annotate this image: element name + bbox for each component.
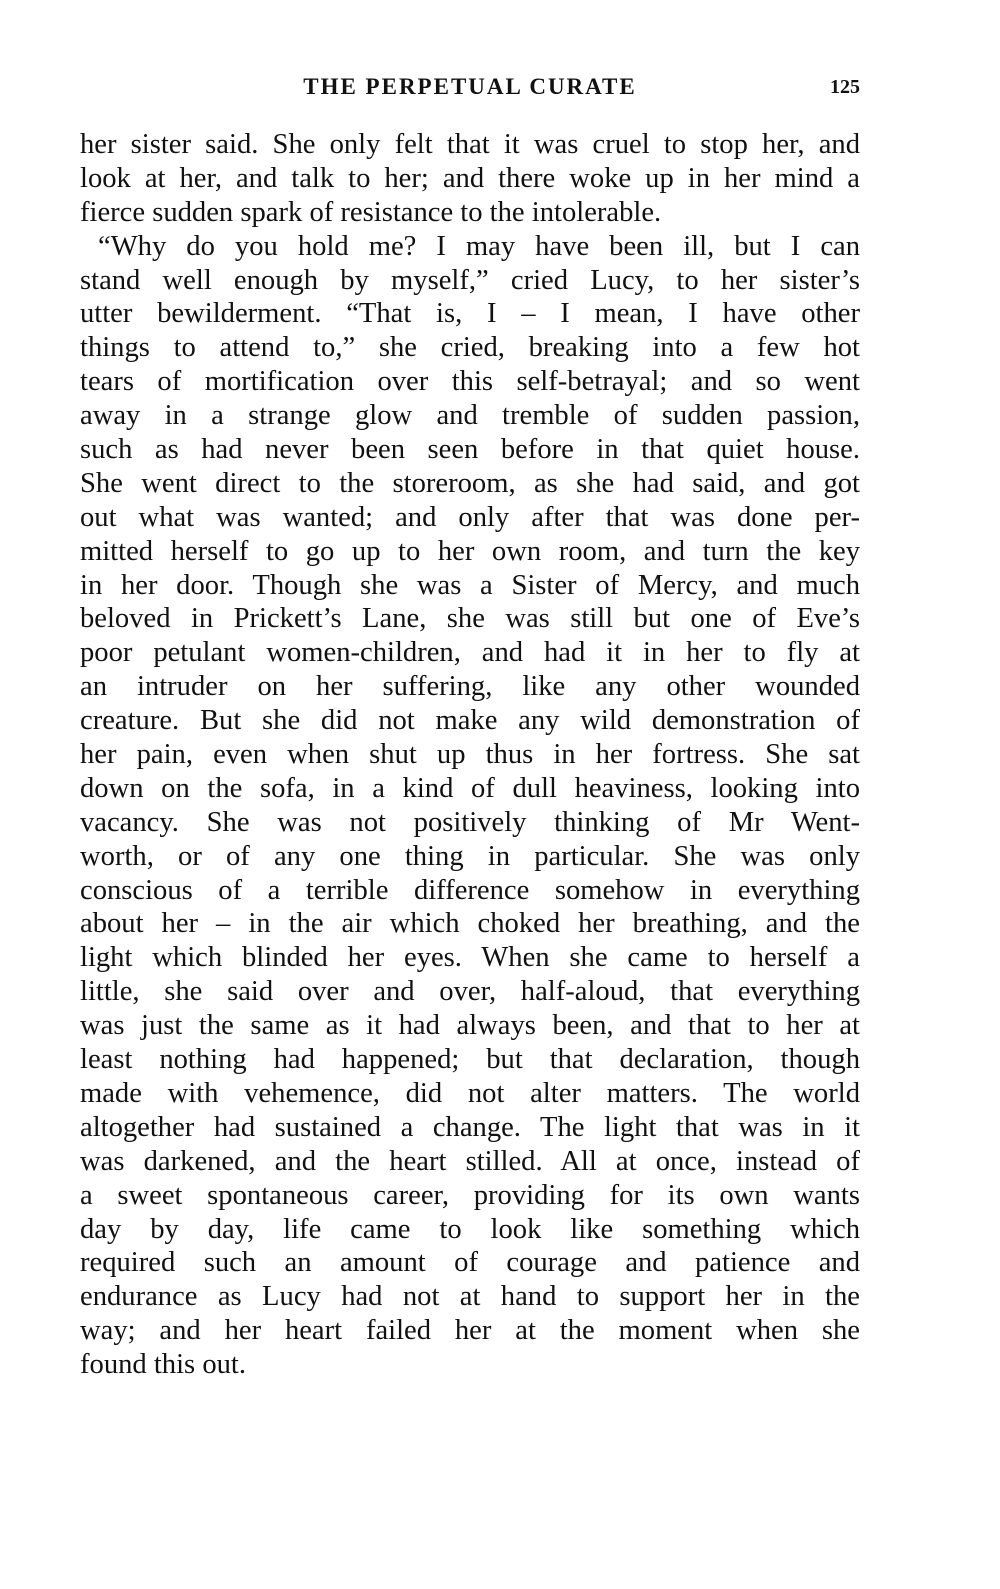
text-line: out what was wanted; and only after that was done per- <box>80 501 860 533</box>
text-line: look at her, and talk to her; and there woke up in her mind a <box>80 162 860 194</box>
text-line: poor petulant women-children, and had it in her to fly at <box>80 637 860 669</box>
text-line: about her – in the air which choked her breathing, and the <box>80 908 860 940</box>
text-line: down on the sofa, in a kind of dull heaviness, looking into <box>80 772 860 804</box>
text-line: was just the same as it had always been, and that to her at <box>80 1010 860 1042</box>
text-line: conscious of a terrible difference somehow in everything <box>80 874 860 906</box>
text-line: stand well enough by myself,” cried Lucy, to her sister’s <box>80 264 860 296</box>
text-line: utter bewilderment. “That is, I – I mean, I have other <box>80 298 860 330</box>
paragraph-first-line: “Why do you hold me? I may have been ill, but I can <box>98 230 860 262</box>
text-line: little, she said over and over, half-aloud, that everything <box>80 976 860 1008</box>
text-line: mitted herself to go up to her own room, and turn the key <box>80 535 860 567</box>
text-line: required such an amount of courage and patience and <box>80 1247 860 1279</box>
text-line: She went direct to the storeroom, as she had said, and got <box>80 467 860 499</box>
text-line: her sister said. She only felt that it was cruel to stop her, and <box>80 129 860 160</box>
running-head <box>80 70 860 104</box>
text-line: worth, or of any one thing in particular. She was only <box>80 840 860 872</box>
page-number: 125 <box>830 76 860 98</box>
text-line: tears of mortification over this self-betrayal; and so went <box>80 366 860 398</box>
text-line: light which blinded her eyes. When she came to herself a <box>80 942 860 974</box>
text-line: in her door. Though she was a Sister of Mercy, and much <box>80 569 860 601</box>
text-line: an intruder on her suffering, like any other wounded <box>80 671 860 703</box>
running-title: THE PERPETUAL CURATE <box>303 74 637 99</box>
text-line: vacancy. She was not positively thinking of Mr Went- <box>80 806 860 838</box>
text-line: away in a strange glow and tremble of sudden passion, <box>80 400 860 432</box>
text-line: her pain, even when shut up thus in her fortress. She sat <box>80 739 860 771</box>
text-line: creature. But she did not make any wild demonstration of <box>80 705 860 737</box>
text-line: least nothing had happened; but that declaration, though <box>80 1044 860 1076</box>
text-line: made with vehemence, did not alter matters. The world <box>80 1077 860 1109</box>
text-line: such as had never been seen before in that quiet house. <box>80 434 860 466</box>
text-line: endurance as Lucy had not at hand to support her in the <box>80 1281 860 1313</box>
text-line: things to attend to,” she cried, breaking into a few hot <box>80 332 860 364</box>
text-line: fierce sudden spark of resistance to the intolerable. <box>80 196 662 228</box>
text-line: found this out. <box>80 1349 247 1381</box>
body-text <box>80 128 860 1382</box>
text-line: was darkened, and the heart stilled. All at once, instead of <box>80 1145 860 1177</box>
text-line: altogether had sustained a change. The light that was in it <box>80 1111 860 1143</box>
text-line: way; and her heart failed her at the moment when she <box>80 1315 860 1347</box>
text-line: a sweet spontaneous career, providing for its own wants <box>80 1179 860 1211</box>
text-line: day by day, life came to look like something which <box>80 1213 860 1245</box>
text-line: beloved in Prickett’s Lane, she was still but one of Eve’s <box>80 603 860 635</box>
